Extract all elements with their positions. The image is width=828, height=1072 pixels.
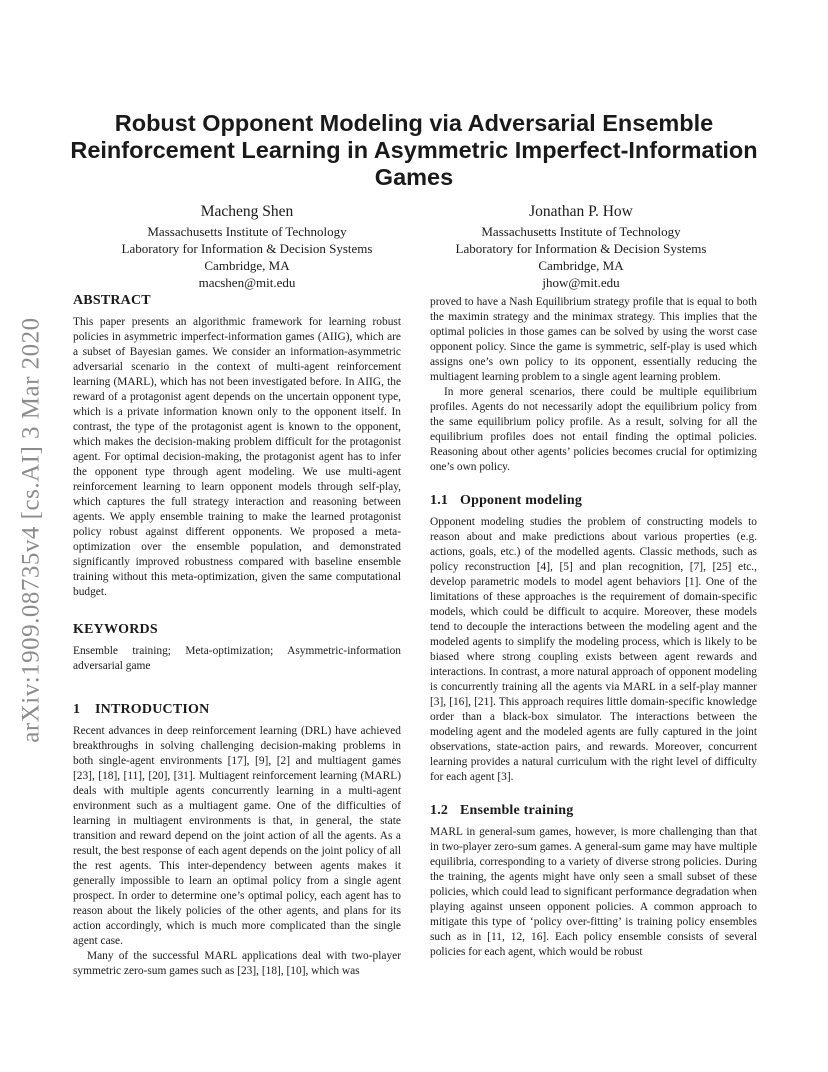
author-institution: Massachusetts Institute of Technology bbox=[147, 224, 347, 239]
ensemble-training-text: MARL in general-sum games, however, is more challenging than that in two-player zero-sum games. A general-sum game may have multiple equilibria, corresponding to a variety of diverse strong policies. During the training, the agents might have only seen a small subset of these policies, which could lead to significant performance degradation when playing against unseen opponent policies. A common approach to mitigate this type of ‘policy over-fitting’ is training policy ensembles such as in [11, 12, 16]. Each policy ensemble consists of several policies for each agent, which would be robust bbox=[430, 826, 757, 958]
keywords-text: Ensemble training; Meta-optimization; Asymmetric-information adversarial game bbox=[73, 645, 401, 672]
arxiv-identifier-text: arXiv:1909.08735v4 [cs.AI] 3 Mar 2020 bbox=[18, 317, 45, 743]
author-lab: Laboratory for Information & Decision Systems bbox=[455, 241, 707, 256]
abstract-text: This paper presents an algorithmic framework for learning robust policies in asymmetric imperfect-information games (AIIG), which are a subset of Bayesian games. We consider an information-asymmetric adversarial scenario in the context of multi-agent reinforcement learning (MARL), which has not been investigated before. In AIIG, the reward of a protagonist agent depends on the uncertain opponent type, which is a private information known only to the opponent itself. In contrast, the type of the protagonist agent is known to the opponent, which makes the decision-making problem difficult for the protagonist agent. For optimal decision-making, the protagonist agent has to infer the opponent type through agent modeling. We use multi-agent reinforcement learning to learn opponent models through self-play, which captures the full strategy interaction and reasoning between agents. We apply ensemble training to make the learned protagonist policy robust against different opponents. We proposed a meta-optimization over the ensemble population, and demonstrated significantly improved robustness compared with baseline ensemble training without this meta-optimization, given the same computational budget. bbox=[73, 316, 401, 598]
author-institution: Massachusetts Institute of Technology bbox=[481, 224, 681, 239]
subsection-number: 1.1 bbox=[430, 493, 449, 508]
section-title: INTRODUCTION bbox=[95, 702, 210, 717]
keywords-heading: KEYWORDS bbox=[73, 622, 158, 637]
author-name: Macheng Shen bbox=[200, 203, 294, 220]
right-column bbox=[430, 295, 757, 960]
introduction-paragraph: In more general scenarios, there could be multiple equilibrium profiles. Agents do not necessarily adopt the equilibrium policy from the same equilibrium policy profile. As a result, solving for all the equilibrium profiles does not entail finding the optimal policies. Reasoning about other agents’ policies becomes crucial for optimizing one’s own policy. bbox=[430, 386, 757, 473]
introduction-heading bbox=[73, 701, 401, 719]
author-name: Jonathan P. How bbox=[529, 203, 633, 220]
author-block-1 bbox=[87, 202, 407, 291]
subsection-heading-ensemble-training bbox=[430, 802, 757, 820]
introduction-paragraph: Recent advances in deep reinforcement learning (DRL) have achieved breakthroughs in solving challenging decision-making problems in both single-agent environments [17], [9], [2] and multiagent games [23], [18], [11], [20], [31]. Multiagent reinforcement learning (MARL) deals with multiple agents concurrently learning in a multi-agent environment such as a multiagent game. One of the difficulties of learning in multiagent environments is that, in general, the state transition and reward depend on the joint action of all the agents. As a result, the best response of each agent depends on the joint policy of all the rest agents. This inter-dependency between agents makes it generally impossible to learn an optimal policy from a single agent prospect. In order to determine one’s optimal policy, each agent has to reason about the likely policies of the other agents, and plans for its action accordingly, which is much more complicated than the single agent case. bbox=[73, 725, 401, 947]
author-email[interactable]: macshen@mit.edu bbox=[198, 275, 296, 290]
introduction-paragraph: Many of the successful MARL applications deal with two-player symmetric zero-sum games such as [23], [18], [10], which was bbox=[73, 950, 401, 977]
left-column bbox=[73, 292, 401, 979]
subsection-heading-opponent-modeling bbox=[430, 492, 757, 510]
author-block-2 bbox=[421, 202, 741, 291]
author-lab: Laboratory for Information & Decision Systems bbox=[121, 241, 373, 256]
author-email[interactable]: jhow@mit.edu bbox=[542, 275, 620, 290]
opponent-modeling-text: Opponent modeling studies the problem of constructing models to reason about and make predictions about various properties (e.g. actions, goals, etc.) of the modelled agents. Classic methods, such as policy reconstruction [4], [5] and plan recognition, [7], [25] etc., develop parametric models to model agent behaviors [1]. One of the limitations of these approaches is the requirement of domain-specific models, which could be difficult to acquire. Moreover, these models tend to decouple the interactions between the modeling agent and the modeled agents to simplify the modeling process, which is likely to be biased where strong coupling exists between agent rewards and interactions. In contrast, a more natural approach of opponent modeling is concurrently training all the agents via MARL in a self-play manner [3], [16], [21]. This approach requires little domain-specific knowledge order than a black-box simulator. The interactions between the modeling agent and the modeled agents are fully captured in the joint observations, state-action pairs, and rewards. Moreover, concurrent learning provides a natural curriculum with the right level of difficulty for each agent [3]. bbox=[430, 516, 757, 783]
subsection-title: Ensemble training bbox=[460, 803, 574, 818]
arxiv-identifier bbox=[10, 295, 54, 765]
author-location: Cambridge, MA bbox=[204, 258, 290, 273]
paper-title: Robust Opponent Modeling via Adversarial Ensemble Reinforcement Learning in Asymmetric Imperfect-Information Games bbox=[70, 110, 758, 190]
author-location: Cambridge, MA bbox=[538, 258, 624, 273]
subsection-title: Opponent modeling bbox=[460, 493, 583, 508]
abstract-heading: ABSTRACT bbox=[73, 293, 151, 308]
section-number: 1 bbox=[73, 702, 81, 717]
introduction-paragraph: proved to have a Nash Equilibrium strategy profile that is equal to both the maximin strategy and the minimax strategy. This implies that the optimal policies in those games can be solved by using the worst case opponent policy. Since the game is symmetric, self-play is used which assigns one’s own policy to its opponent, essentially reducing the multiagent learning problem to a single agent learning problem. bbox=[430, 296, 757, 383]
subsection-number: 1.2 bbox=[430, 803, 449, 818]
